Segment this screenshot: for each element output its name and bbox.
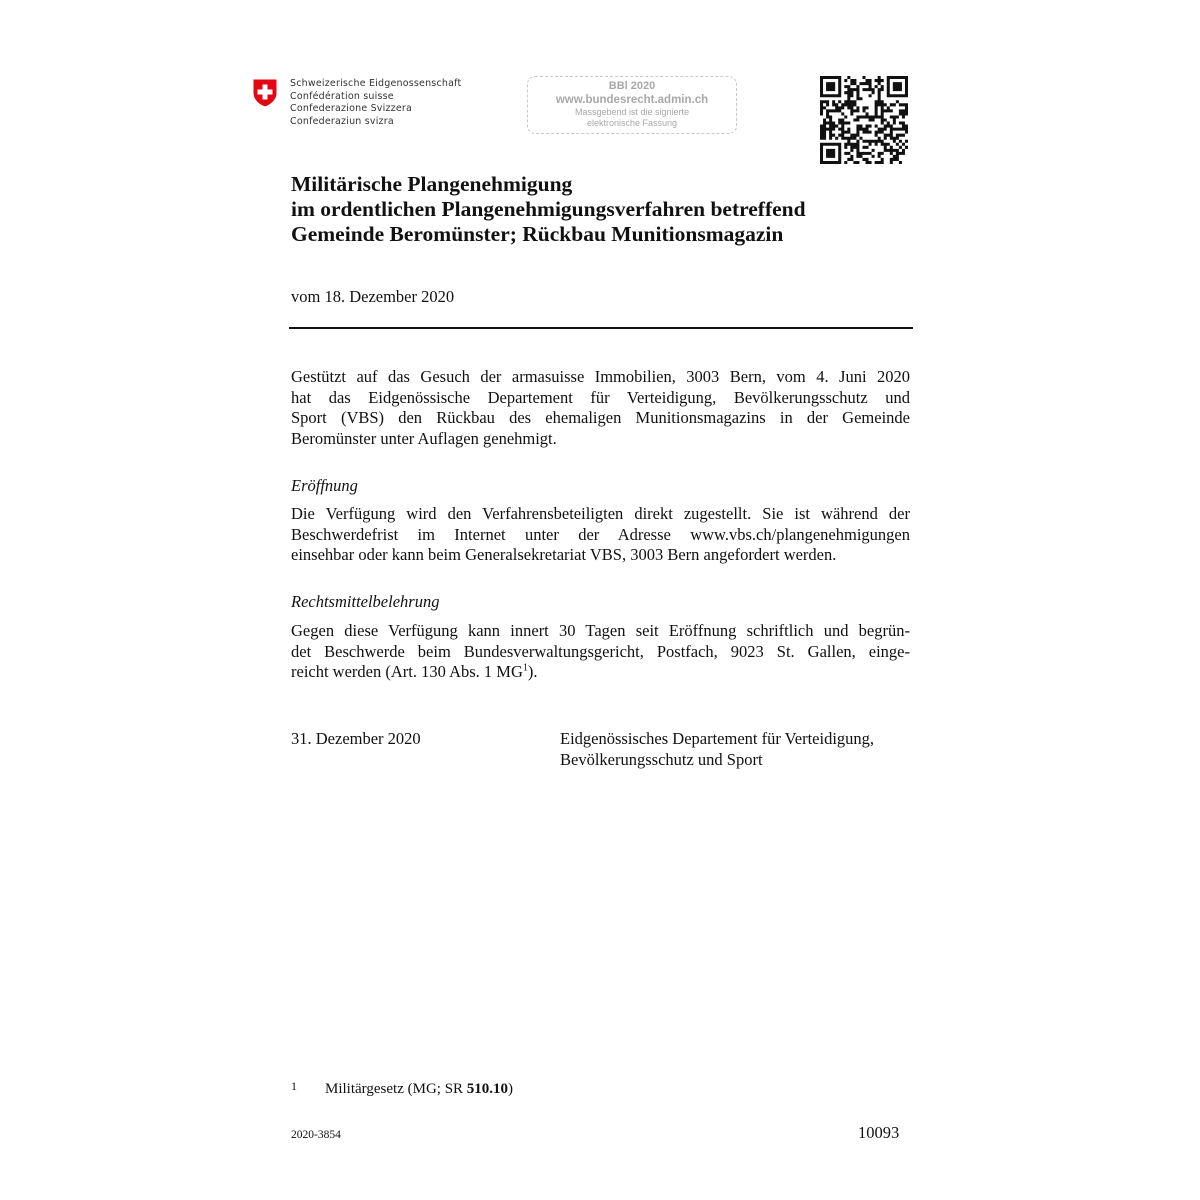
federal-name-fr: Confédération suisse: [290, 90, 394, 102]
rechtsmittel-line: det Beschwerde beim Bundesverwaltungsgericht, Postfach, 9023 St. Gallen, einge-: [291, 641, 910, 661]
rechtsmittel-line-3-text: reicht werden (Art. 130 Abs. 1 MG: [291, 662, 523, 681]
title-line-2: im ordentlichen Plangenehmigungsverfahren betreffend: [291, 197, 806, 221]
swiss-cross-shield-icon: [252, 78, 278, 108]
intro-line: hat das Eidgenössische Departement für Verteidigung, Bevölkerungsschutz und: [291, 387, 910, 407]
paragraph-eroeffnung: [291, 504, 910, 566]
page-number: 10093: [858, 1123, 900, 1142]
document-title: [291, 172, 931, 247]
stamp-line-4: elektronische Fassung: [586, 118, 678, 128]
footnote: [291, 1079, 513, 1098]
authority-line-1: Eidgenössisches Departement für Verteidigung,: [560, 729, 875, 748]
footnote-number: 1: [291, 1079, 297, 1093]
federal-name-it: Confederazione Svizzera: [290, 103, 413, 114]
title-line-3: Gemeinde Beromünster; Rückbau Munitionsmagazin: [291, 222, 784, 246]
bbl-stamp: [527, 76, 737, 134]
rechtsmittel-line: [291, 662, 910, 683]
stamp-line-3: Massgebend ist die signierte: [574, 107, 690, 117]
footnote-reference[interactable]: 1: [522, 662, 528, 674]
stamp-line-1: BBl 2020: [608, 80, 656, 92]
rechtsmittel-line-3-end: ).: [527, 662, 538, 681]
qr-code-icon: [820, 76, 908, 164]
document-number: 2020-3854: [291, 1129, 341, 1141]
footnote-sr-number: 510.10: [466, 1081, 509, 1097]
heading-rechtsmittelbelehrung: Rechtsmittelbelehrung: [291, 592, 440, 611]
federal-names: [290, 78, 490, 128]
intro-line: Sport (VBS) den Rückbau des ehemaligen Munitionsmagazins in der Gemeinde: [291, 408, 910, 427]
footnote-end: ): [508, 1081, 514, 1097]
authority-line-2: Bevölkerungsschutz und Sport: [560, 749, 763, 769]
signature-date: 31. Dezember 2020: [291, 729, 421, 748]
intro-paragraph: [291, 367, 910, 449]
stamp-line-2: www.bundesrecht.admin.ch: [555, 94, 709, 106]
federal-name-de: Schweizerische Eidgenossenschaft: [290, 78, 462, 89]
intro-line: Beromünster unter Auflagen genehmigt.: [291, 428, 557, 448]
eroeffnung-line: einsehbar oder kann beim Generalsekretariat VBS, 3003 Bern angefordert werden.: [291, 545, 837, 564]
eroeffnung-line: Die Verfügung wird den Verfahrensbeteiligten direkt zugestellt. Sie ist während der: [291, 504, 910, 523]
paragraph-rechtsmittelbelehrung: [291, 621, 910, 683]
rechtsmittel-line: Gegen diese Verfügung kann innert 30 Tagen seit Eröffnung schriftlich und begrün-: [291, 621, 910, 640]
title-line-1: Militärische Plangenehmigung: [291, 172, 573, 196]
signature-authority: [560, 729, 874, 770]
footnote-text: Militärgesetz (MG; SR: [325, 1081, 467, 1097]
horizontal-rule: [289, 327, 913, 329]
document-date: vom 18. Dezember 2020: [291, 287, 455, 306]
eroeffnung-line: Beschwerdefrist im Internet unter der Adresse www.vbs.ch/plangenehmigungen: [291, 524, 910, 544]
federal-name-rm: Confederaziun svizra: [290, 115, 394, 127]
intro-line: Gestützt auf das Gesuch der armasuisse Immobilien, 3003 Bern, vom 4. Juni 2020: [291, 367, 910, 386]
heading-eroeffnung: Eröffnung: [291, 476, 358, 495]
